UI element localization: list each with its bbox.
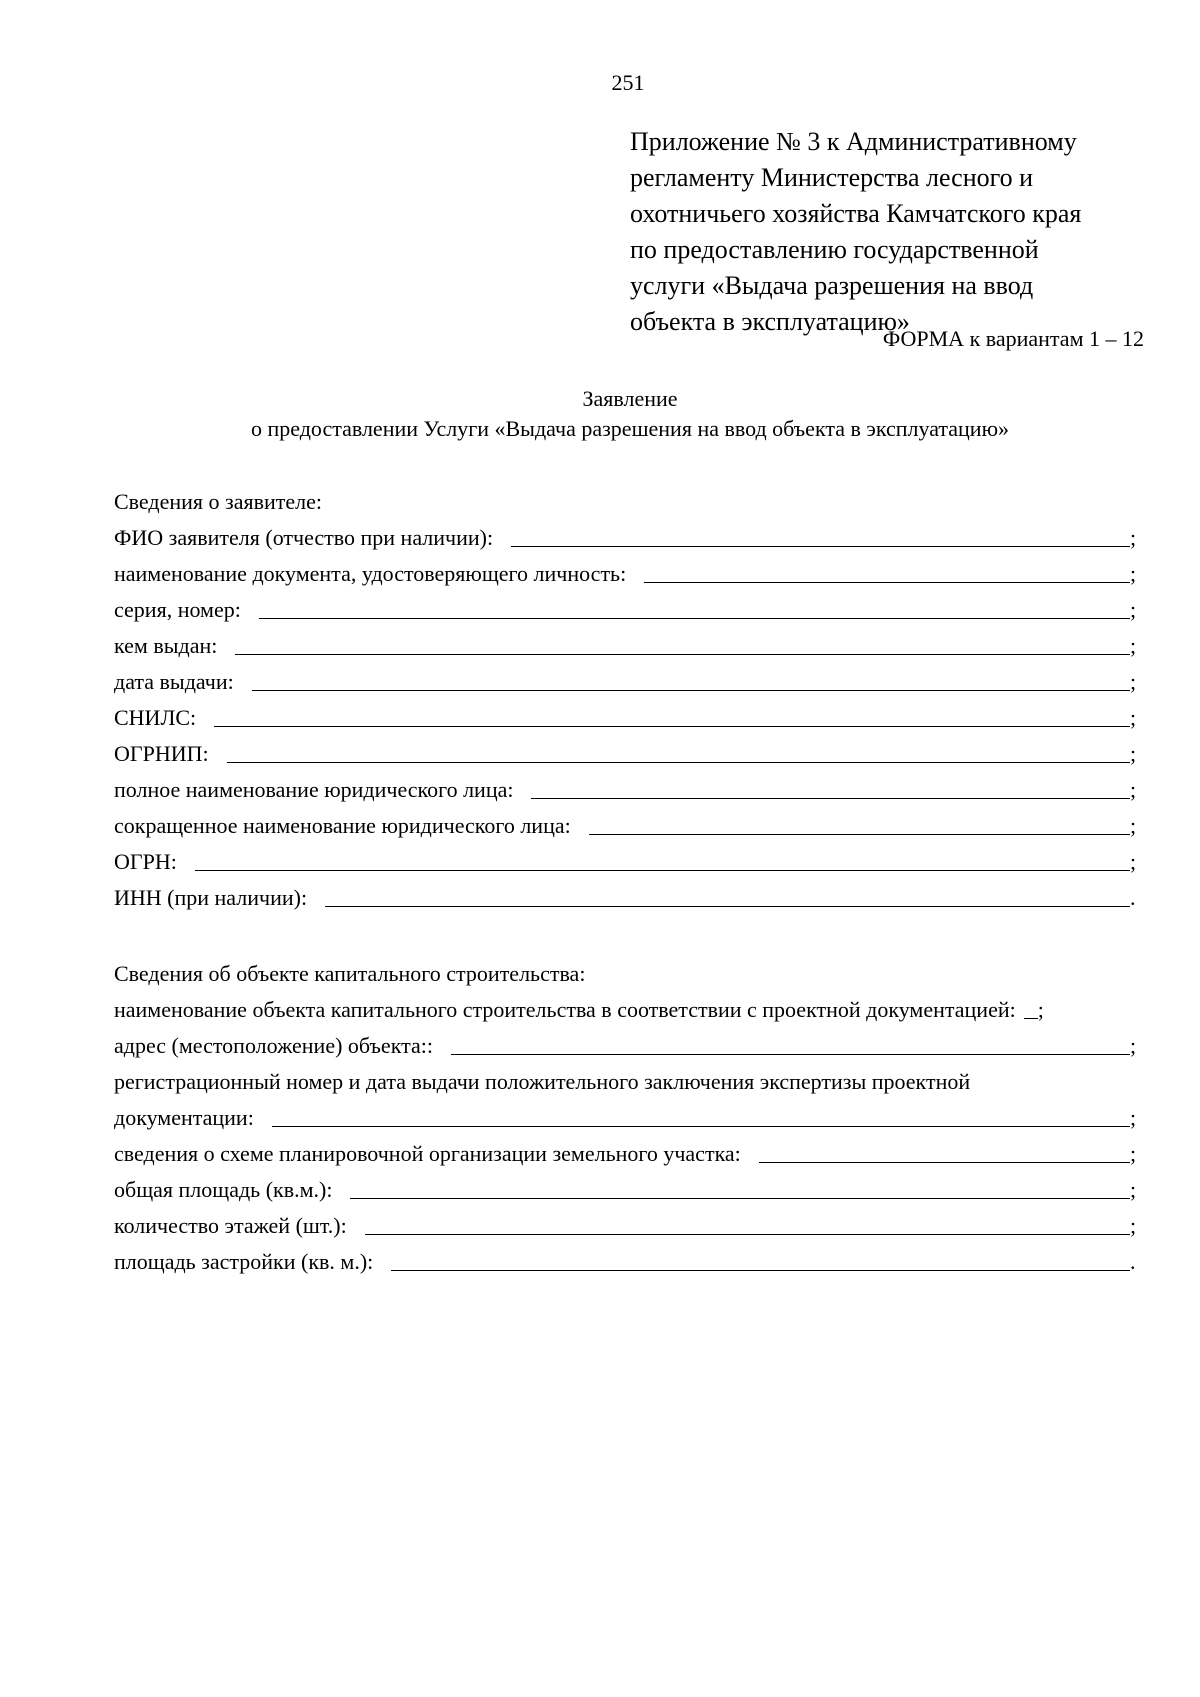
- applicant-snils-field[interactable]: [214, 726, 1130, 727]
- field-label: сокращенное наименование юридического лица:: [114, 813, 571, 838]
- applicant-legal-short-name-row: [114, 808, 1140, 844]
- field-terminator: ;: [1130, 849, 1137, 874]
- field-label: сведения о схеме планировочной организации земельного участка:: [114, 1141, 741, 1166]
- object-name-field[interactable]: [1024, 1018, 1038, 1019]
- applicant-legal-short-name-field[interactable]: [589, 834, 1130, 835]
- registration-label-line: регистрационный номер и дата выдачи положительного заключения экспертизы проектной: [114, 1069, 971, 1094]
- form-variant-label: ФОРМА к вариантам 1 – 12: [882, 326, 1144, 351]
- object-section: [114, 956, 1140, 1280]
- applicant-fio-field[interactable]: [511, 546, 1130, 547]
- applicant-ogrnip-row: [114, 736, 1140, 772]
- appendix-line: объекта в эксплуатацию»: [630, 307, 910, 336]
- object-name-row: [114, 992, 1140, 1028]
- document-title: [0, 384, 1200, 444]
- field-label: наименование документа, удостоверяющего личность:: [114, 561, 627, 586]
- appendix-line: по предоставлению государственной: [630, 235, 1039, 264]
- applicant-fio-row: [114, 520, 1140, 556]
- field-terminator: ;: [1130, 813, 1137, 838]
- object-built-area-row: [114, 1244, 1140, 1280]
- appendix-header: [630, 124, 1150, 340]
- title-line: Заявление: [582, 386, 678, 411]
- applicant-series-number-field[interactable]: [259, 618, 1130, 619]
- applicant-ogrn-field[interactable]: [195, 870, 1130, 871]
- applicant-heading: Сведения о заявителе:: [114, 489, 323, 514]
- object-total-area-row: [114, 1172, 1140, 1208]
- field-terminator: ;: [1130, 1141, 1137, 1166]
- applicant-section: [114, 484, 1140, 916]
- page-number: 251: [611, 70, 645, 95]
- applicant-series-number-row: [114, 592, 1140, 628]
- field-terminator: ;: [1130, 633, 1137, 658]
- field-label: ИНН (при наличии):: [114, 885, 308, 910]
- appendix-line: охотничьего хозяйства Камчатского края: [630, 199, 1082, 228]
- field-terminator: ;: [1130, 777, 1137, 802]
- field-terminator: ;: [1130, 561, 1137, 586]
- appendix-line: Приложение № 3 к Административному: [630, 127, 1077, 156]
- applicant-legal-full-name-row: [114, 772, 1140, 808]
- field-label: СНИЛС:: [114, 705, 197, 730]
- object-floors-field[interactable]: [365, 1234, 1130, 1235]
- field-label: ОГРНИП:: [114, 741, 209, 766]
- applicant-issued-by-row: [114, 628, 1140, 664]
- title-subline: о предоставлении Услуги «Выдача разрешения на ввод объекта в эксплуатацию»: [250, 416, 1010, 441]
- field-terminator: .: [1130, 1249, 1136, 1274]
- field-label: площадь застройки (кв. м.):: [114, 1249, 374, 1274]
- object-scheme-field[interactable]: [759, 1162, 1130, 1163]
- field-label: дата выдачи:: [114, 669, 234, 694]
- field-terminator: .: [1130, 885, 1136, 910]
- applicant-id-document-field[interactable]: [644, 582, 1130, 583]
- field-terminator: ;: [1130, 1033, 1137, 1058]
- field-label: ОГРН:: [114, 849, 177, 874]
- field-label: документации:: [114, 1105, 254, 1130]
- field-terminator: ;: [1130, 669, 1137, 694]
- field-terminator: ;: [1130, 1177, 1137, 1202]
- applicant-snils-row: [114, 700, 1140, 736]
- field-label: общая площадь (кв.м.):: [114, 1177, 333, 1202]
- applicant-ogrn-row: [114, 844, 1140, 880]
- applicant-legal-full-name-field[interactable]: [531, 798, 1130, 799]
- object-heading: Сведения об объекте капитального строительства:: [114, 961, 586, 986]
- field-label: ФИО заявителя (отчество при наличии):: [114, 525, 494, 550]
- applicant-ogrnip-field[interactable]: [227, 762, 1130, 763]
- applicant-inn-row: [114, 880, 1140, 916]
- object-floors-row: [114, 1208, 1140, 1244]
- applicant-issue-date-field[interactable]: [252, 690, 1130, 691]
- object-address-row: [114, 1028, 1140, 1064]
- field-terminator: ;: [1130, 705, 1137, 730]
- applicant-issue-date-row: [114, 664, 1140, 700]
- applicant-inn-field[interactable]: [325, 906, 1130, 907]
- field-terminator: ;: [1130, 525, 1137, 550]
- applicant-id-document-row: [114, 556, 1140, 592]
- field-label: серия, номер:: [114, 597, 241, 622]
- field-label: адрес (местоположение) объекта::: [114, 1033, 433, 1058]
- object-address-field[interactable]: [451, 1054, 1130, 1055]
- field-terminator: ;: [1130, 741, 1137, 766]
- field-terminator: ;: [1130, 1213, 1137, 1238]
- applicant-issued-by-field[interactable]: [235, 654, 1130, 655]
- appendix-line: услуги «Выдача разрешения на ввод: [630, 271, 1034, 300]
- object-registration-field[interactable]: [272, 1126, 1130, 1127]
- field-label: кем выдан:: [114, 633, 218, 658]
- field-label: наименование объекта капитального строительства в соответствии с проектной документацией:: [114, 997, 1016, 1022]
- field-terminator: ;: [1037, 997, 1044, 1022]
- field-label: полное наименование юридического лица:: [114, 777, 514, 802]
- object-built-area-field[interactable]: [391, 1270, 1130, 1271]
- appendix-line: регламенту Министерства лесного и: [630, 163, 1034, 192]
- field-label: количество этажей (шт.):: [114, 1213, 347, 1238]
- object-registration-row: [114, 1100, 1140, 1136]
- field-terminator: ;: [1130, 597, 1137, 622]
- object-scheme-row: [114, 1136, 1140, 1172]
- field-terminator: ;: [1130, 1105, 1137, 1130]
- object-total-area-field[interactable]: [350, 1198, 1130, 1199]
